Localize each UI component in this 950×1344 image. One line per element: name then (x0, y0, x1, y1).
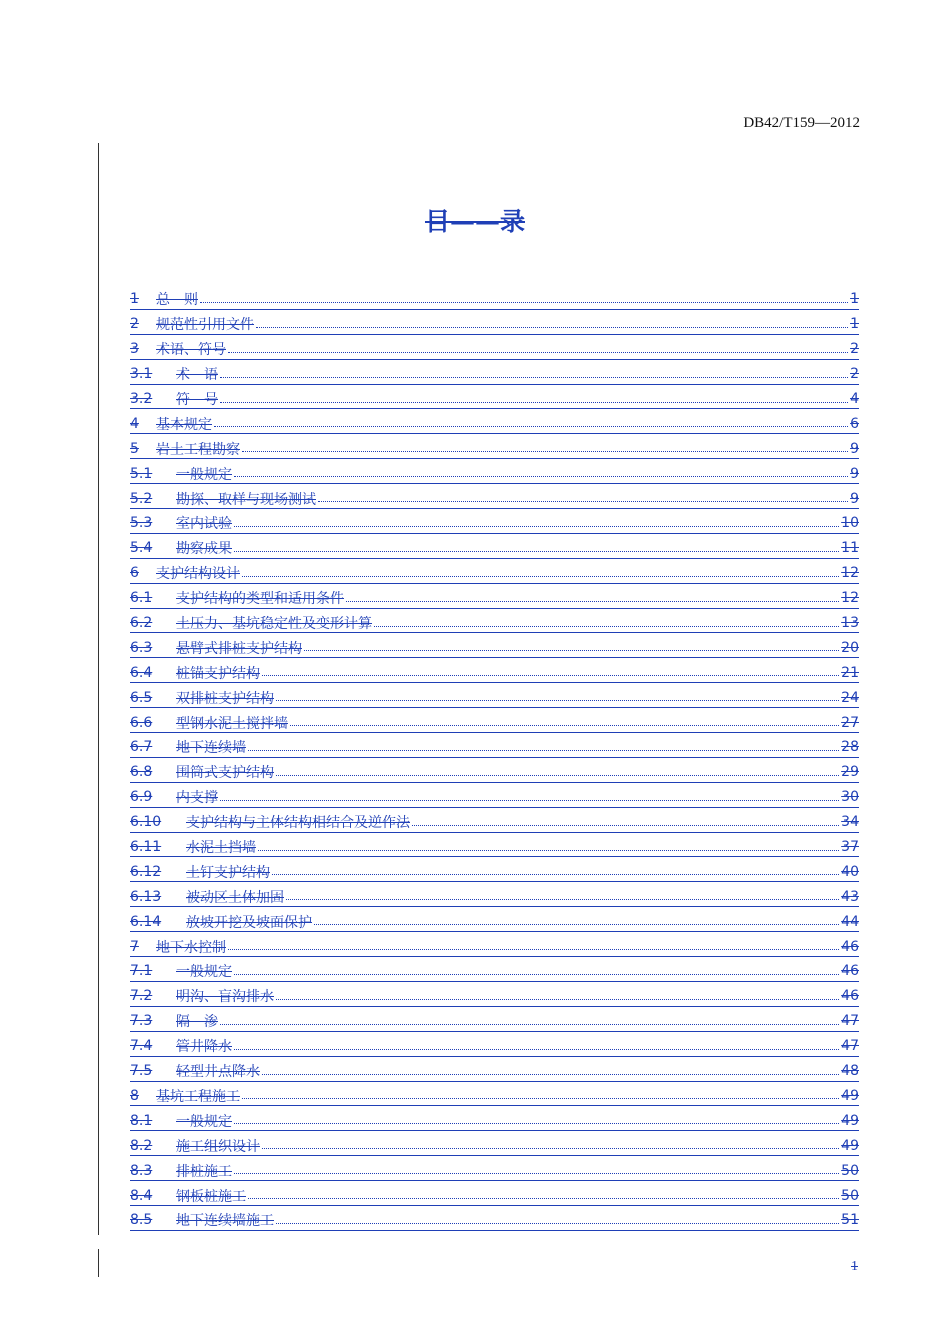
toc-dot-leader (228, 949, 839, 950)
toc-dot-leader (412, 825, 839, 826)
toc-dot-leader (234, 526, 839, 527)
toc-entry-title: 支护结构设计 (156, 566, 240, 583)
toc-dot-leader (248, 750, 839, 751)
toc-entry-title: 型钢水泥土搅拌墙 (176, 715, 288, 732)
toc-entry[interactable] (130, 710, 859, 735)
toc-entry-number: 6.11 (130, 839, 162, 856)
toc-entry-number: 6.9 (130, 789, 153, 806)
toc-entry-title: 围筒式支护结构 (176, 765, 274, 782)
toc-dot-leader (318, 501, 848, 502)
toc-entry[interactable] (130, 685, 859, 710)
toc-entry-page: 30 (841, 789, 859, 806)
toc-entry-title: 双排桩支护结构 (176, 690, 274, 707)
toc-dot-leader (200, 302, 848, 303)
toc-entry-number: 5.2 (130, 490, 153, 507)
toc-entry-page: 6 (850, 415, 859, 432)
toc-entry-page: 49 (841, 1137, 859, 1154)
toc-entry-number: 8.1 (130, 1112, 153, 1129)
toc-dot-leader (314, 924, 839, 925)
toc-entry-page: 21 (841, 664, 859, 681)
toc-entry-page: 2 (850, 341, 859, 358)
left-margin-bar-bottom (98, 1249, 99, 1277)
toc-entry[interactable] (130, 586, 859, 611)
toc-dot-leader (248, 1198, 839, 1199)
toc-entry[interactable] (130, 909, 859, 934)
toc-entry[interactable] (130, 735, 859, 760)
toc-dot-leader (234, 974, 839, 975)
toc-entry[interactable] (130, 387, 859, 412)
page-number: 1 (851, 1259, 858, 1274)
toc-entry-title: 术语、符号 (156, 342, 226, 359)
toc-entry-number: 6.6 (130, 714, 153, 731)
toc-entry-title: 一般规定 (176, 964, 232, 981)
toc-entry-number: 6.13 (130, 888, 162, 905)
document-code: DB42/T159—2012 (743, 115, 860, 131)
toc-dot-leader (286, 899, 839, 900)
toc-dot-leader (262, 1074, 839, 1075)
toc-dot-leader (258, 850, 839, 851)
toc-dot-leader (276, 775, 839, 776)
page-title (0, 202, 950, 238)
toc-dot-leader (276, 999, 839, 1000)
toc-entry-page: 40 (841, 863, 859, 880)
toc-entry-page: 11 (841, 540, 859, 557)
toc-entry-number: 8.5 (130, 1212, 153, 1229)
toc-entry-page: 28 (841, 739, 859, 756)
toc-entry-title: 内支撑 (176, 790, 218, 807)
toc-dot-leader (234, 476, 848, 477)
page-title-text: 目——录 (424, 207, 525, 236)
toc-entry-number: 7.1 (130, 963, 153, 980)
toc-entry-page: 37 (841, 839, 859, 856)
toc-entry-number: 5.4 (130, 540, 153, 557)
toc-entry-page: 20 (841, 639, 859, 656)
toc-entry[interactable] (130, 312, 859, 337)
toc-entry[interactable] (130, 1183, 859, 1208)
toc-entry[interactable] (130, 810, 859, 835)
toc-entry-title: 一般规定 (176, 466, 232, 483)
toc-entry[interactable] (130, 660, 859, 685)
toc-entry-number: 8 (130, 1087, 139, 1104)
toc-entry[interactable] (130, 859, 859, 884)
toc-entry-page: 1 (850, 291, 859, 308)
toc-entry-page: 9 (850, 465, 859, 482)
toc-dot-leader (262, 1148, 839, 1149)
toc-entry-title: 室内试验 (176, 516, 232, 533)
toc-dot-leader (220, 800, 839, 801)
toc-dot-leader (234, 1049, 839, 1050)
toc-entry-page: 43 (841, 888, 859, 905)
toc-dot-leader (290, 725, 839, 726)
toc-entry-number: 6 (130, 565, 139, 582)
toc-entry-number: 6.2 (130, 615, 153, 632)
toc-entry-page: 29 (841, 764, 859, 781)
toc-dot-leader (234, 1173, 839, 1174)
toc-entry-title: 施工组织设计 (176, 1138, 260, 1155)
toc-entry[interactable] (130, 486, 859, 511)
toc-dot-leader (374, 626, 839, 627)
toc-entry-number: 3.2 (130, 391, 153, 407)
toc-entry-number: 5.3 (130, 515, 153, 532)
toc-dot-leader (346, 601, 839, 602)
toc-entry-number: 6.4 (130, 664, 153, 681)
toc-entry-page: 27 (841, 714, 859, 731)
toc-entry-title: 勘察成果 (176, 541, 232, 558)
left-margin-bar (98, 143, 99, 1235)
toc-entry-title: 明沟、盲沟排水 (176, 989, 274, 1006)
toc-entry-page: 49 (841, 1112, 859, 1129)
toc-entry-title: 规范性引用文件 (156, 317, 254, 334)
toc-entry[interactable] (130, 536, 859, 561)
toc-entry[interactable] (130, 1009, 859, 1034)
toc-entry-page: 24 (841, 689, 859, 706)
toc-dot-leader (234, 551, 839, 552)
toc-entry-page: 46 (841, 988, 859, 1005)
toc-entry-title: 地下水控制 (156, 939, 226, 956)
toc-entry-page: 9 (850, 490, 859, 507)
toc-entry[interactable] (130, 1208, 859, 1233)
toc-entry-title: 岩土工程勘察 (156, 441, 240, 458)
toc-entry-page: 9 (850, 440, 859, 457)
toc-dot-leader (262, 675, 839, 676)
toc-entry-title: 术 语 (176, 367, 218, 384)
toc-entry-title: 土压力、基坑稳定性及变形计算 (176, 616, 372, 633)
toc-entry-number: 5.1 (130, 465, 153, 482)
toc-dot-leader (304, 650, 839, 651)
toc-entry-number: 2 (130, 316, 139, 333)
toc-entry[interactable] (130, 635, 859, 660)
toc-dot-leader (256, 327, 848, 328)
toc-entry-title: 钢板桩施工 (176, 1188, 246, 1205)
toc-entry-page: 12 (841, 590, 859, 607)
toc-entry-number: 5 (130, 440, 139, 457)
toc-entry-number: 3 (130, 341, 139, 358)
toc-entry-number: 6.1 (130, 590, 153, 607)
toc-entry-number: 6.3 (130, 639, 153, 656)
toc-entry-title: 符 号 (176, 392, 218, 408)
toc-entry[interactable] (130, 1034, 859, 1059)
toc-entry-title: 地下连续墙施工 (176, 1213, 274, 1230)
toc-entry-number: 7.5 (130, 1063, 153, 1080)
toc-entry-number: 8.2 (130, 1137, 153, 1154)
toc-entry-page: 50 (841, 1187, 859, 1204)
toc-entry[interactable] (130, 1133, 859, 1158)
toc-entry[interactable] (130, 1059, 859, 1084)
toc-entry-page: 44 (841, 913, 859, 930)
toc-entry[interactable] (130, 287, 859, 312)
toc-entry-title: 悬臂式排桩支护结构 (176, 640, 302, 657)
toc-entry-page: 49 (841, 1087, 859, 1104)
toc-entry[interactable] (130, 934, 859, 959)
toc-dot-leader (220, 402, 848, 403)
toc-dot-leader (228, 352, 848, 353)
table-of-contents (130, 287, 859, 1233)
toc-entry-number: 6.5 (130, 689, 153, 706)
toc-entry-number: 4 (130, 415, 139, 432)
toc-entry-page: 50 (841, 1162, 859, 1179)
toc-dot-leader (272, 874, 839, 875)
toc-entry-page: 47 (841, 1013, 859, 1030)
toc-entry[interactable] (130, 611, 859, 636)
toc-entry-number: 6.10 (130, 814, 162, 831)
toc-entry-title: 被动区土体加固 (186, 889, 284, 906)
toc-entry[interactable] (130, 1158, 859, 1183)
toc-dot-leader (242, 1098, 839, 1099)
toc-entry-page: 47 (841, 1038, 859, 1055)
toc-entry[interactable] (130, 337, 859, 362)
toc-entry-number: 7 (130, 938, 139, 955)
toc-entry[interactable] (130, 959, 859, 984)
toc-entry-title: 勘探、取样与现场测试 (176, 491, 316, 508)
toc-entry-number: 3.1 (130, 366, 153, 383)
toc-dot-leader (276, 700, 839, 701)
toc-entry-title: 地下连续墙 (176, 740, 246, 757)
toc-entry-title: 总 则 (156, 292, 198, 309)
toc-entry-page: 1 (850, 316, 859, 333)
toc-dot-leader (276, 1223, 839, 1224)
toc-entry[interactable] (130, 760, 859, 785)
toc-entry-title: 放坡开挖及坡面保护 (186, 914, 312, 931)
toc-entry[interactable] (130, 884, 859, 909)
toc-entry-number: 8.4 (130, 1187, 153, 1204)
toc-entry-title: 基本规定 (156, 416, 212, 433)
toc-entry-page: 2 (850, 366, 859, 383)
toc-entry-title: 轻型井点降水 (176, 1064, 260, 1081)
toc-entry-title: 桩锚支护结构 (176, 665, 260, 682)
toc-entry[interactable] (130, 984, 859, 1009)
toc-entry[interactable] (130, 835, 859, 860)
toc-entry[interactable] (130, 411, 859, 436)
toc-entry[interactable] (130, 362, 859, 387)
toc-entry-title: 支护结构与主体结构相结合及逆作法 (186, 815, 410, 832)
toc-dot-leader (220, 377, 848, 378)
toc-entry-page: 48 (841, 1063, 859, 1080)
toc-entry-page: 34 (841, 814, 859, 831)
toc-entry[interactable] (130, 461, 859, 486)
toc-entry-number: 6.14 (130, 913, 162, 930)
toc-entry-page: 13 (841, 615, 859, 632)
toc-entry-page: 10 (841, 515, 859, 532)
toc-entry[interactable] (130, 1084, 859, 1109)
toc-entry[interactable] (130, 511, 859, 536)
toc-entry-title: 水泥土挡墙 (186, 840, 256, 857)
toc-entry-number: 8.3 (130, 1162, 153, 1179)
toc-entry-page: 4 (850, 391, 859, 407)
toc-entry-title: 一般规定 (176, 1113, 232, 1130)
toc-dot-leader (242, 451, 848, 452)
toc-entry[interactable] (130, 1108, 859, 1133)
toc-entry-title: 支护结构的类型和适用条件 (176, 591, 344, 608)
toc-entry[interactable] (130, 561, 859, 586)
toc-entry[interactable] (130, 436, 859, 461)
toc-entry-title: 隔 渗 (176, 1014, 218, 1031)
toc-entry-number: 6.12 (130, 863, 162, 880)
toc-entry-page: 51 (841, 1212, 859, 1229)
toc-entry-title: 土钉支护结构 (186, 864, 270, 881)
toc-entry-page: 46 (841, 963, 859, 980)
toc-dot-leader (234, 1123, 839, 1124)
toc-entry-title: 基坑工程施工 (156, 1088, 240, 1105)
toc-entry-number: 1 (130, 291, 139, 308)
toc-entry-number: 7.4 (130, 1038, 153, 1055)
toc-entry-number: 7.2 (130, 988, 153, 1005)
toc-entry-page: 12 (841, 565, 859, 582)
toc-entry-title: 排桩施工 (176, 1163, 232, 1180)
toc-entry-title: 管井降水 (176, 1039, 232, 1056)
toc-entry[interactable] (130, 785, 859, 810)
toc-dot-leader (220, 1024, 839, 1025)
toc-dot-leader (242, 576, 839, 577)
toc-entry-page: 46 (841, 938, 859, 955)
toc-entry-number: 6.8 (130, 764, 153, 781)
toc-dot-leader (214, 426, 848, 427)
toc-entry-number: 6.7 (130, 739, 153, 756)
toc-entry-number: 7.3 (130, 1013, 153, 1030)
